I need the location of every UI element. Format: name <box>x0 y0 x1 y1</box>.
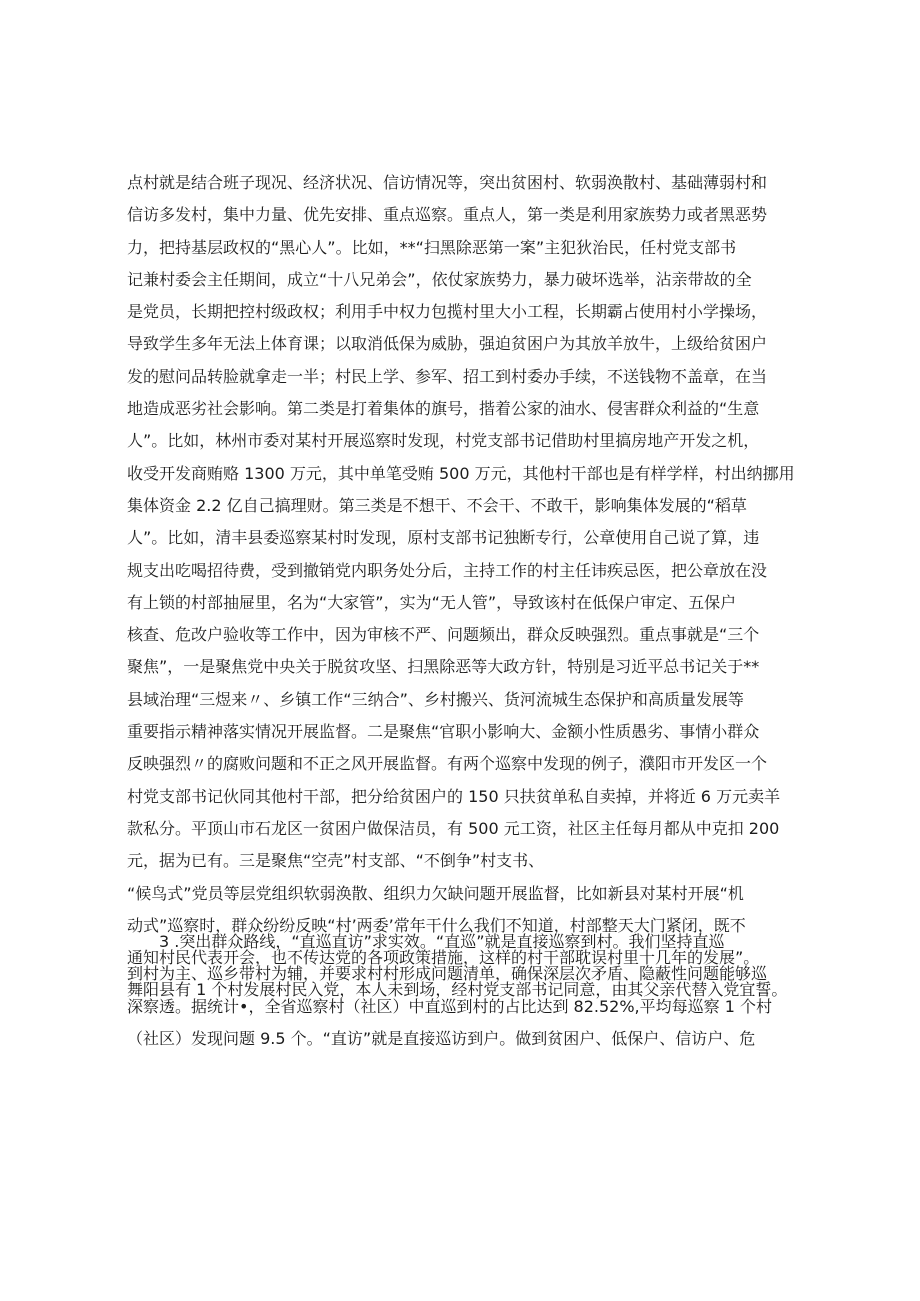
text-line: 县域治理“三煜来〃、乡镇工作“三纳合”、乡村搬兴、货河流城生态保护和高质量发展等 <box>127 689 744 709</box>
text-line: 有上锁的村部抽屉里，名为“大家管”，实为“无人管”，导致该村在低保户审定、五保户 <box>127 592 737 612</box>
text-line: （社区）发现问题 9.5 个。“直访”就是直接巡访到户。做到贫困户、低保户、信访户、危 <box>127 1028 756 1048</box>
text-line: 深察透。据统计•，全省巡察村（社区）中直巡到村的占比达到 82.52%,平均每巡察 1 个村 <box>127 996 772 1016</box>
text-line: 发的慰问品转脸就拿走一半；村民上学、参军、招工到村委办手续，不送钱物不盖章，在当 <box>127 366 768 386</box>
text-line: 3 .突出群众路线，“直巡直访”求实效。“直巡”就是直接巡察到村。我们坚持直巡 <box>159 932 725 951</box>
text-line: 力，把持基层政权的“黑心人”。比如，**“扫黑除恶第一案”主犯狄治民，任村党支部书 <box>127 237 737 257</box>
text-line: 地造成恶劣社会影响。第二类是打着集体的旗号，揩着公家的油水、侵害群众利益的“生意 <box>127 399 760 419</box>
paragraph-2 <box>127 926 802 1055</box>
text-line: 通知村民代表开会，也不传达党的各项政策措施，这样的村干部耽误村里十几年的发展”。 <box>127 948 760 968</box>
text-line: 重要指示精神落实情况开展监督。二是聚焦“官职小影响大、金额小性质愚劣、事情小群众 <box>127 722 760 742</box>
text-line: 人”。比如，清丰县委巡察某村时发现，原村支部书记独断专行，公章使用自己说了算，违 <box>127 528 760 548</box>
text-line: 到村为主、巡乡带村为辅，并要求村村形成问题清单，确保深层次矛盾、隐蔽性问题能够巡 <box>127 964 768 984</box>
text-line: 收受开发商贿赂 1300 万元，其中单笔受贿 500 万元，其他村干部也是有样学样，村出纳挪用 <box>127 463 795 483</box>
text-line: 反映强烈〃的腐败问题和不正之风开展监督。有两个巡察中发现的例子，濮阳市开发区一个 <box>127 754 768 774</box>
text-line: 导致学生多年无法上体育课；以取消低保为威胁，强迫贫困户为其放羊放牛，上级给贫困户 <box>127 334 768 354</box>
text-line: 聚焦”，一是聚焦党中央关于脱贫攻坚、扫黑除恶等大政方针，特别是习近平总书记关于** <box>127 657 760 677</box>
paragraph-1 <box>127 167 802 1007</box>
text-line: 元，据为已有。三是聚焦“空壳”村支部、“不倒争”村支书、 <box>127 851 545 871</box>
text-line: 核查、危改户验收等工作中，因为审核不严、问题频出，群众反映强烈。重点事就是“三个 <box>127 625 760 645</box>
text-line: 舞阳县有 1 个村发展村民入党，本人未到场，经村党支部书记同意，由其父亲代替入党宜誓。 <box>127 980 788 1000</box>
text-line: 集体资金 2.2 亿自己搞理财。第三类是不想干、不会干、不敢干，影响集体发展的“稻草 <box>127 495 747 515</box>
text-line: 村党支部书记伙同其他村干部，把分给贫困户的 150 只扶贫单私自卖掉，并将近 6 万元卖羊 <box>127 786 781 806</box>
text-line: 人”。比如，林州市委对某村开展巡察时发现，村党支部书记借助村里搞房地产开发之机， <box>127 431 760 451</box>
text-line: 款私分。平顶山市石龙区一贫困户做保洁员，有 500 元工资，社区主任每月都从中克扣 200 <box>127 818 780 838</box>
text-line: 记兼村委会主任期间，成立“十八兄弟会”，依仗家族势力，暴力破坏选举，沾亲带故的全 <box>127 269 752 289</box>
text-line: 是党员，长期把控村级政权；利用手中权力包揽村里大小工程，长期霸占使用村小学操场， <box>127 302 768 322</box>
text-line: 规支出吃喝招待费，受到撤销党内职务处分后，主持工作的村主任讳疾忌医，把公章放在没 <box>127 560 768 580</box>
text-line: 点村就是结合班子现况、经济状况、信访情况等，突出贫困村、软弱涣散村、基础薄弱村和 <box>127 173 768 192</box>
text-line: “候鸟式”党员等层党组织软弱涣散、组织力欠缺问题开展监督，比如新县对某村开展“机 <box>127 883 744 903</box>
text-line: 动式”巡察时，群众纷纷反映“村’两委’常年干什么我们不知道，村部整天大门紧闭，既不 <box>127 915 746 935</box>
text-line: 信访多发村，集中力量、优先安排、重点巡察。重点人，第一类是利用家族势力或者黑恶势 <box>127 205 768 225</box>
